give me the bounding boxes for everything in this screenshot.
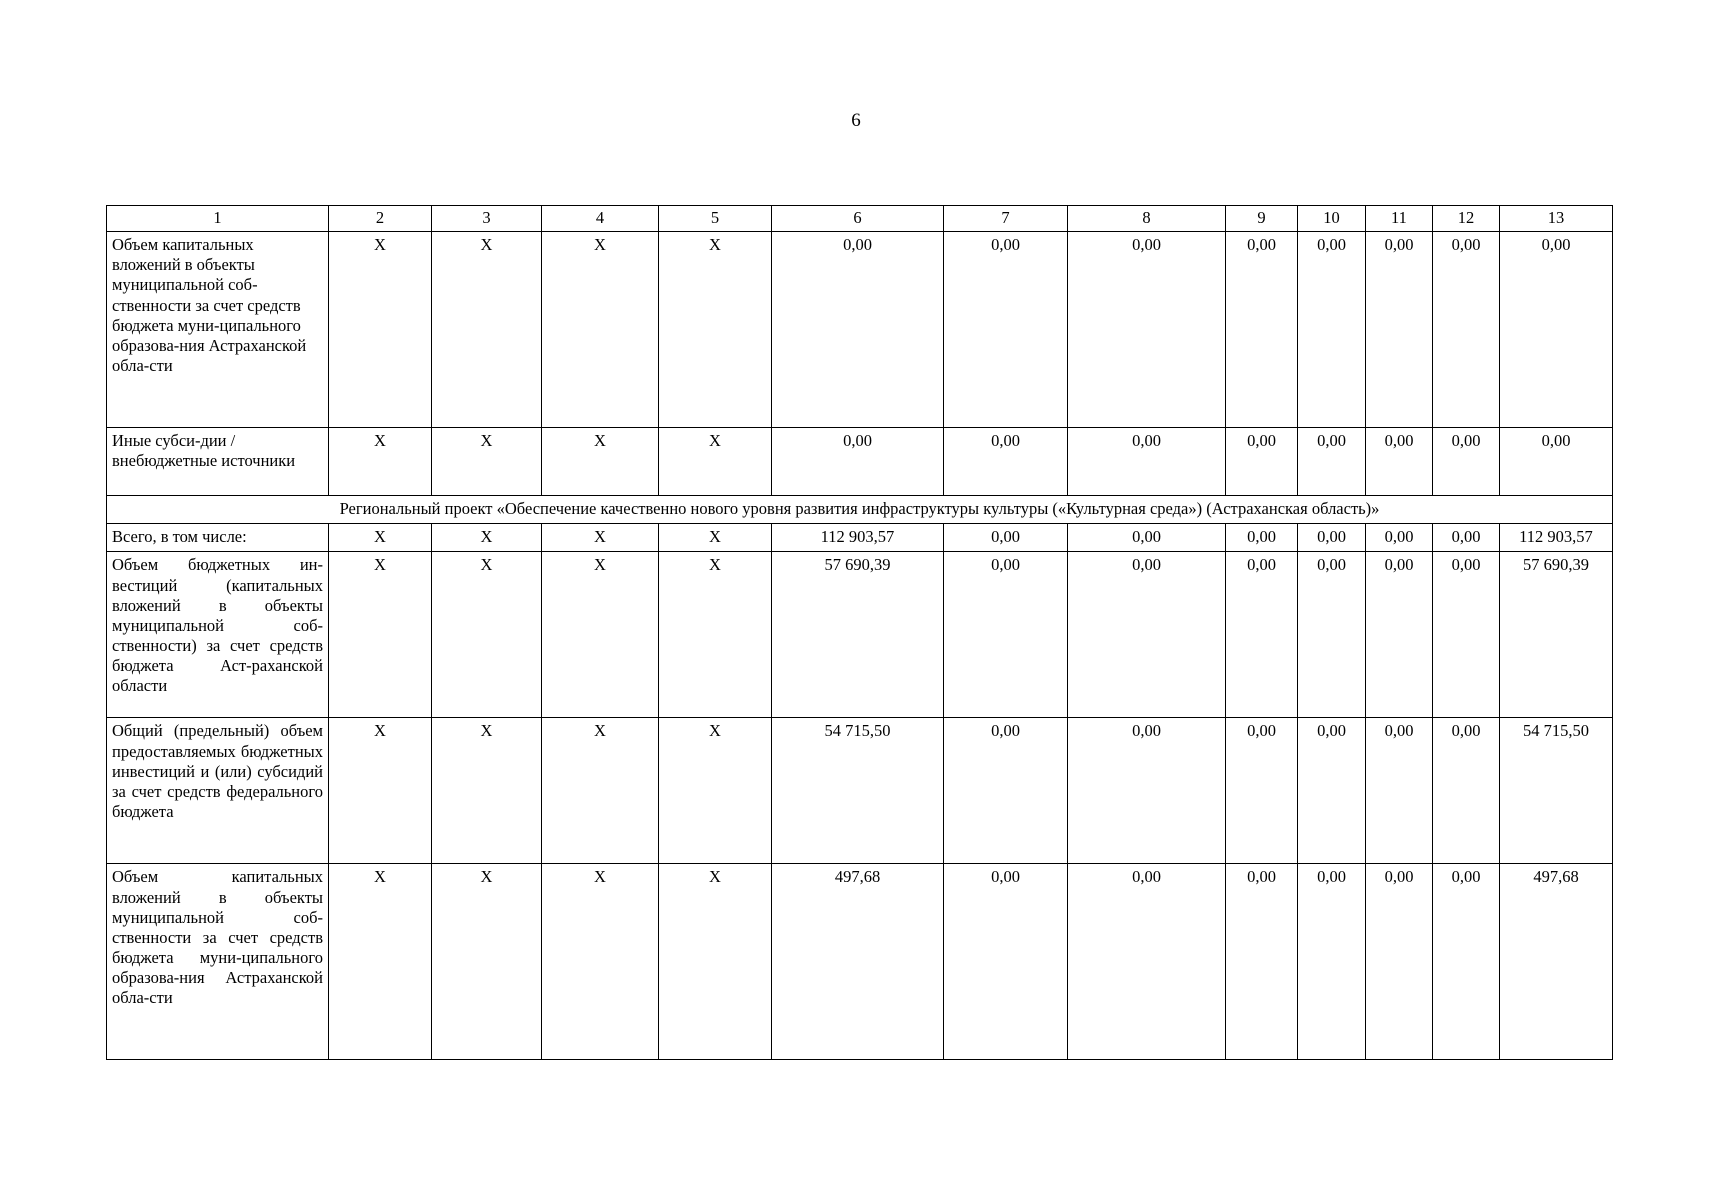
column-number-3: 3 [432, 206, 542, 232]
row-cell: X [542, 552, 659, 718]
row-cell: 0,00 [944, 718, 1068, 864]
row-cell: X [659, 428, 772, 496]
column-number-7: 7 [944, 206, 1068, 232]
section-title: Региональный проект «Обеспечение качественно нового уровня развития инфраструктуры культуры («Культурная среда») (Астраханская область)» [107, 496, 1613, 524]
row-cell: X [542, 428, 659, 496]
row-cell: 0,00 [1500, 232, 1613, 428]
row-cell: 0,00 [1366, 552, 1433, 718]
row-cell: 497,68 [772, 864, 944, 1060]
column-number-1: 1 [107, 206, 329, 232]
row-cell: 57 690,39 [772, 552, 944, 718]
row-cell: X [542, 718, 659, 864]
row-cell: X [542, 864, 659, 1060]
row-cell: X [432, 524, 542, 552]
row-cell: 0,00 [1068, 232, 1226, 428]
row-cell: 0,00 [1298, 864, 1366, 1060]
row-cell: X [659, 552, 772, 718]
row-cell: 0,00 [1068, 552, 1226, 718]
table-row [107, 232, 1613, 428]
row-cell: 112 903,57 [772, 524, 944, 552]
row-cell: 0,00 [1226, 552, 1298, 718]
row-label: Иные субси-дии / внебюджетные источники [107, 428, 329, 496]
row-cell: 0,00 [1226, 718, 1298, 864]
row-cell: 0,00 [1366, 524, 1433, 552]
row-cell: 0,00 [1226, 524, 1298, 552]
row-cell: 0,00 [944, 428, 1068, 496]
table-section-row [107, 496, 1613, 524]
row-cell: 0,00 [1433, 232, 1500, 428]
row-cell: X [542, 232, 659, 428]
table-row [107, 864, 1613, 1060]
row-label: Объем капитальных вложений в объекты муниципальной соб-ственности за счет средств бюджета муни-ципального образова-ния Астраханской обла-сти [107, 232, 329, 428]
row-cell: 57 690,39 [1500, 552, 1613, 718]
row-cell: 497,68 [1500, 864, 1613, 1060]
row-cell: X [542, 524, 659, 552]
row-cell: X [659, 718, 772, 864]
row-cell: X [329, 864, 432, 1060]
row-cell: X [659, 524, 772, 552]
row-cell: 0,00 [944, 524, 1068, 552]
row-cell: 0,00 [1433, 552, 1500, 718]
row-cell: 0,00 [1366, 232, 1433, 428]
row-cell: X [432, 428, 542, 496]
row-label: Объем капитальных вложений в объекты муниципальной соб-ственности за счет средств бюджета муни-ципального образова-ния Астраханской обла-сти [107, 864, 329, 1060]
row-label: Объем бюджетных ин-вестиций (капитальных вложений в объекты муниципальной соб-ственности) за счет средств бюджета Аст-раханской области [107, 552, 329, 718]
row-cell: 0,00 [1068, 864, 1226, 1060]
row-cell: 0,00 [772, 232, 944, 428]
column-number-11: 11 [1366, 206, 1433, 232]
row-cell: X [329, 524, 432, 552]
row-cell: 0,00 [1298, 524, 1366, 552]
page-number: 6 [851, 110, 861, 131]
row-cell: 0,00 [1433, 524, 1500, 552]
row-cell: 0,00 [1366, 428, 1433, 496]
row-cell: 0,00 [1226, 864, 1298, 1060]
row-cell: 0,00 [1298, 718, 1366, 864]
row-cell: 0,00 [1433, 428, 1500, 496]
row-cell: 54 715,50 [772, 718, 944, 864]
row-label: Общий (предельный) объем предоставляемых бюджетных инвестиций и (или) субсидий за счет средств федерального бюджета [107, 718, 329, 864]
row-cell: 54 715,50 [1500, 718, 1613, 864]
row-cell: 0,00 [1298, 428, 1366, 496]
row-cell: 0,00 [1433, 718, 1500, 864]
row-cell: X [329, 428, 432, 496]
column-number-2: 2 [329, 206, 432, 232]
row-cell: 0,00 [1500, 428, 1613, 496]
column-number-13: 13 [1500, 206, 1613, 232]
row-cell: 112 903,57 [1500, 524, 1613, 552]
row-cell: X [659, 864, 772, 1060]
row-cell: 0,00 [772, 428, 944, 496]
row-cell: 0,00 [944, 552, 1068, 718]
row-cell: X [329, 718, 432, 864]
row-cell: 0,00 [1068, 718, 1226, 864]
row-cell: 0,00 [1068, 524, 1226, 552]
row-cell: 0,00 [1433, 864, 1500, 1060]
row-cell: 0,00 [1366, 864, 1433, 1060]
row-cell: 0,00 [1226, 428, 1298, 496]
row-cell: X [432, 864, 542, 1060]
row-label: Всего, в том числе: [107, 524, 329, 552]
table-row [107, 718, 1613, 864]
column-number-4: 4 [542, 206, 659, 232]
row-cell: X [329, 232, 432, 428]
column-number-12: 12 [1433, 206, 1500, 232]
column-number-6: 6 [772, 206, 944, 232]
row-cell: 0,00 [1366, 718, 1433, 864]
row-cell: 0,00 [1298, 552, 1366, 718]
column-number-9: 9 [1226, 206, 1298, 232]
row-cell: X [432, 232, 542, 428]
row-cell: X [432, 718, 542, 864]
table-row [107, 524, 1613, 552]
row-cell: 0,00 [944, 864, 1068, 1060]
table-row [107, 552, 1613, 718]
row-cell: 0,00 [1068, 428, 1226, 496]
budget-table [106, 205, 1613, 1060]
budget-table-container [106, 205, 1612, 1060]
row-cell: 0,00 [1298, 232, 1366, 428]
row-cell: 0,00 [1226, 232, 1298, 428]
column-number-5: 5 [659, 206, 772, 232]
table-row [107, 428, 1613, 496]
row-cell: X [329, 552, 432, 718]
row-cell: 0,00 [944, 232, 1068, 428]
row-cell: X [659, 232, 772, 428]
column-number-10: 10 [1298, 206, 1366, 232]
column-number-8: 8 [1068, 206, 1226, 232]
row-cell: X [432, 552, 542, 718]
table-header-row [107, 206, 1613, 232]
